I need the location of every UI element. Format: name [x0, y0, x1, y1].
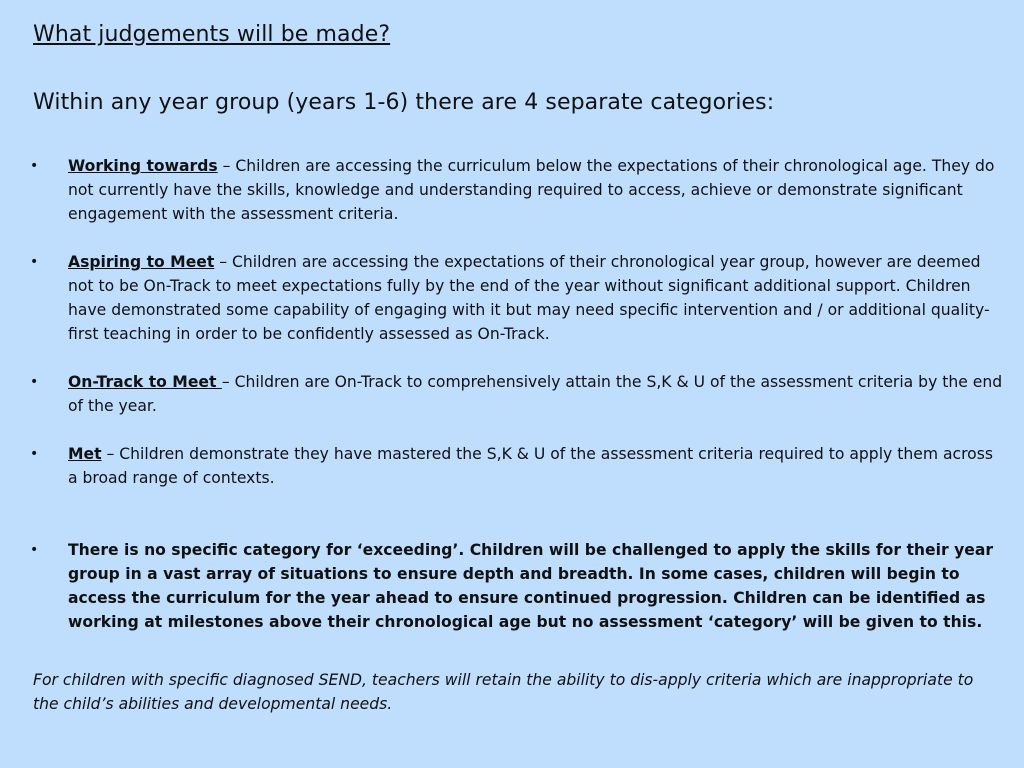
category-description: – Children are accessing the curriculum below the expectations of their chronological age. They do not currently have the skills, knowledge and understanding required to access, achieve or demonstrate significant engagement with the assessment criteria.: [68, 157, 995, 223]
intro-text: Within any year group (years 1-6) there are 4 separate categories:: [33, 90, 775, 115]
category-working-towards: [68, 154, 1003, 226]
bullet-marker: •: [30, 374, 39, 390]
bullet-marker: •: [30, 542, 39, 558]
category-term: Aspiring to Meet: [68, 253, 215, 271]
category-description: – Children are accessing the expectations of their chronological year group, however are deemed not to be On-Track to meet expectations fully by the end of the year without significant additional support. Children have demonstrated some capability of engaging with it but may need specific intervention and / or additional quality-first teaching in order to be confidently assessed as On-Track.: [68, 253, 990, 343]
category-term: On-Track to Meet: [68, 373, 222, 391]
category-aspiring-to-meet: [68, 250, 1003, 346]
category-term: Working towards: [68, 157, 218, 175]
category-met: [68, 442, 1003, 490]
category-term: Met: [68, 445, 102, 463]
exceeding-note: There is no specific category for ‘exceeding’. Children will be challenged to apply the skills for their year group in a vast array of situations to ensure depth and breadth. In some cases, children will begin to access the curriculum for the year ahead to ensure continued progression. Children can be identified as working at milestones above their chronological age but no assessment ‘category’ will be given to this.: [68, 541, 994, 631]
slide-title: What judgements will be made?: [33, 22, 391, 47]
bullet-marker: •: [30, 254, 39, 270]
send-note: For children with specific diagnosed SEND, teachers will retain the ability to dis-apply criteria which are inappropriate to the child’s abilities and developmental needs.: [33, 671, 974, 713]
category-description: – Children are On-Track to comprehensively attain the S,K & U of the assessment criteria by the end of the year.: [68, 373, 1003, 415]
category-description: – Children demonstrate they have mastered the S,K & U of the assessment criteria required to apply them across a broad range of contexts.: [68, 445, 993, 487]
bullet-marker: •: [30, 158, 39, 174]
bullet-marker: •: [30, 446, 39, 462]
category-on-track-to-meet: [68, 370, 1003, 418]
